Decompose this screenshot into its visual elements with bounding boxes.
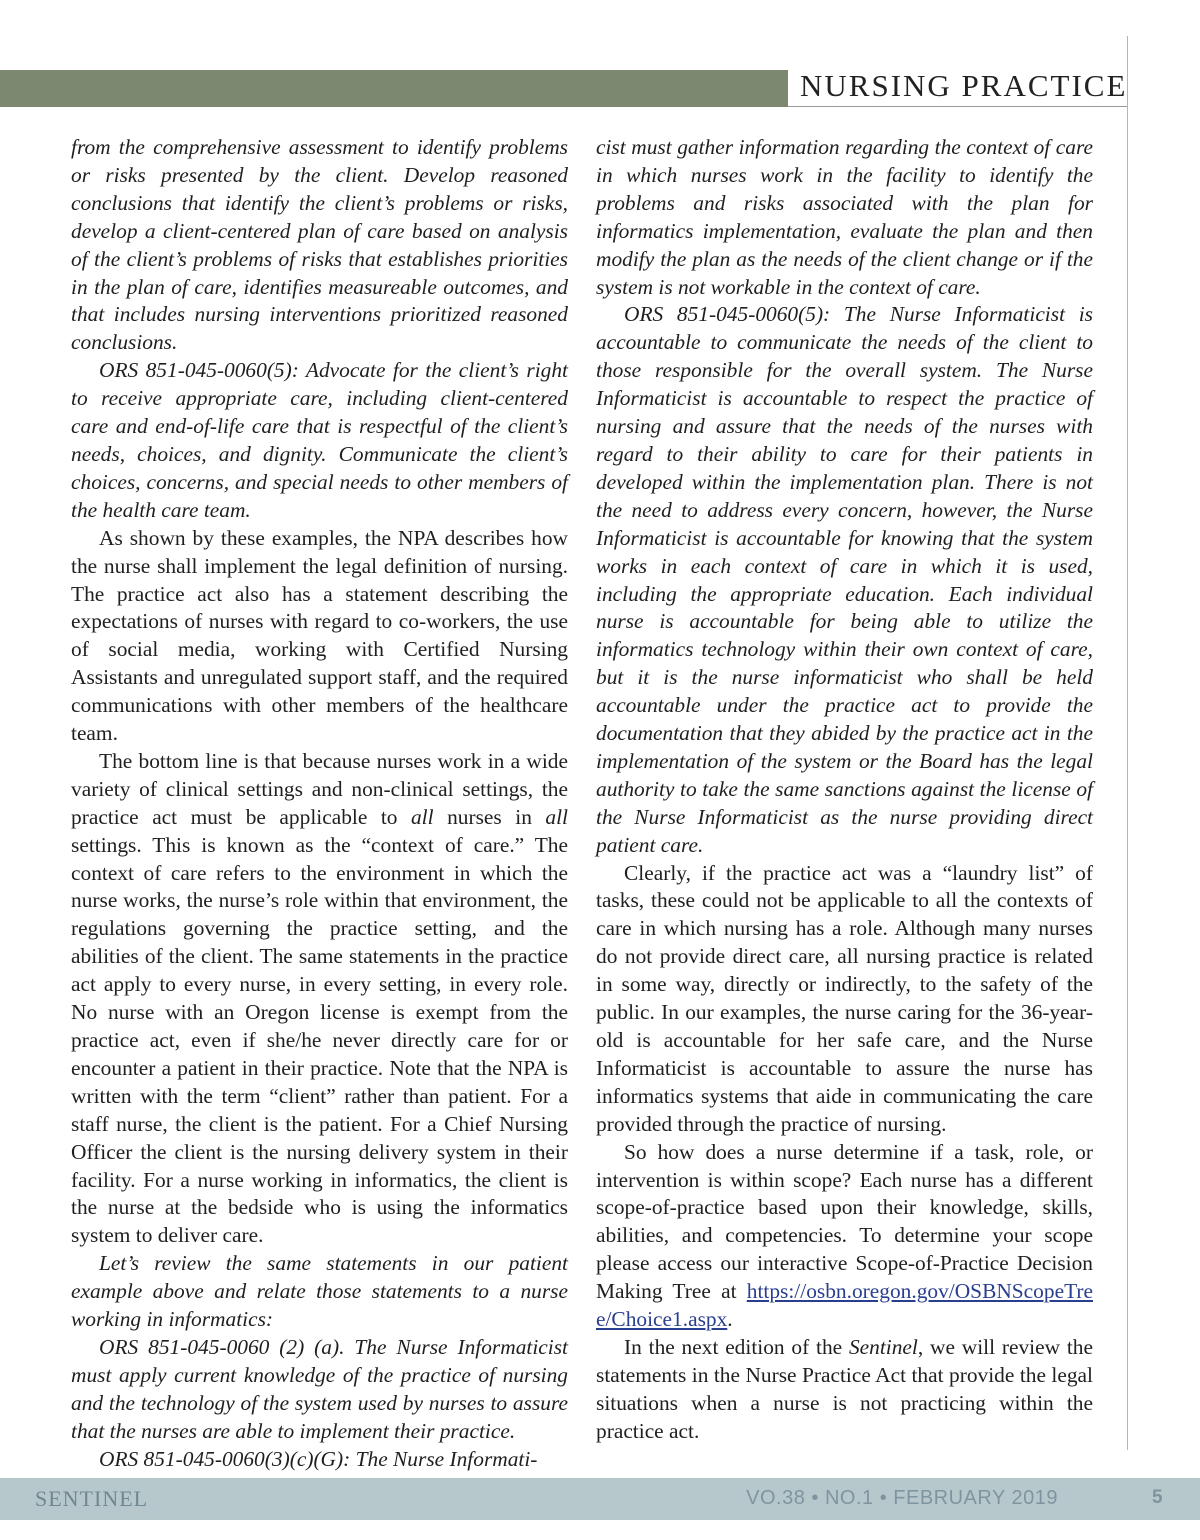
emphasis: all xyxy=(545,804,568,829)
paragraph: ORS 851-045-0060(5): Advocate for the client’s right to receive appropriate care, including client-centered care and end-of-life care that is respectful of the client’s needs, choices, and dignity. Communicate the client’s choices, concerns, and special needs to other members of the health care team. xyxy=(71,358,568,522)
paragraph: Let’s review the same statements in our patient example above and relate those statements to a nurse working in informatics: xyxy=(71,1251,568,1332)
paragraph: So how does a nurse determine if a task, role, or intervention is within scope? Each nurse has a different scope-of-practice based upon their knowledge, skills, abilities, and competencies. To determine your scope please access our interactive Scope-of-Practice Decision Making Tree at https://osbn.oregon.gov/OSBNScopeTree/Choice1.aspx. xyxy=(596,1139,1093,1332)
scope-tree-link[interactable]: https://osbn.oregon.gov/OSBNScopeTree/Choice1.aspx xyxy=(596,1279,1093,1332)
paragraph: from the comprehensive assessment to identify problems or risks presented by the client. Develop reasoned conclusions that identify the client’s problems or risks, develop a client-centered plan of care based on analysis of the client’s problems of risks that establishes priorities in the plan of care, identifies measureable outcomes, and that includes nursing interventions prioritized reasoned conclusions. xyxy=(71,135,568,355)
emphasis: Sentinel xyxy=(848,1334,918,1359)
paragraph: ORS 851-045-0060 (2) (a). The Nurse Informaticist must apply current knowledge of the practice of nursing and the technology of the system used by nurses to assure that the nurses are able to implement their practice. xyxy=(71,1334,568,1443)
paragraph: Clearly, if the practice act was a “laundry list” of tasks, these could not be applicable to all the contexts of care in which nursing has a role. Although many nurses do not provide direct care, all nursing practice is related in some way, directly or indirectly, to the safety of the public. In our examples, the nurse caring for the 36-year-old is accountable for her safe care, and the Nurse Informaticist is accountable to assure the nurse has informatics systems that aide in communicating the care provided through the practice of nursing. xyxy=(596,860,1093,1136)
page-number: 5 xyxy=(1152,1487,1163,1508)
paragraph: In the next edition of the Sentinel, we will review the statements in the Nurse Practice Act that provide the legal situations when a nurse is not practicing within the practice act. xyxy=(596,1334,1093,1443)
right-column xyxy=(596,134,1093,1446)
right-margin-rule xyxy=(1127,36,1128,1450)
paragraph: The bottom line is that because nurses work in a wide variety of clinical settings and non-clinical settings, the practice act must be applicable to all nurses in all settings. This is known as the “context of care.” The context of care refers to the environment in which the nurse works, the nurse’s role within that environment, the regulations governing the practice setting, and the abilities of the client. The same statements in the practice act apply to every nurse, in every setting, in every role. No nurse with an Oregon license is exempt from the practice act, even if she/he never directly care for or encounter a patient in their practice. Note that the NPA is written with the term “client” rather than patient. For a staff nurse, the client is the patient. For a Chief Nursing Officer the client is the nursing delivery system in their facility. For a nurse working in informatics, the client is the nurse at the bedside who is using the informatics system to deliver care. xyxy=(71,748,568,1248)
header-color-band xyxy=(0,70,788,107)
paragraph: cist must gather information regarding the context of care in which nurses work in the facility to identify the problems and risks associated with the plan for informatics implementation, evaluate the plan and then modify the plan as the needs of the client change or if the system is not workable in the context of care. xyxy=(596,135,1093,299)
paragraph: ORS 851-045-0060(3)(c)(G): The Nurse Informati- xyxy=(99,1446,538,1471)
paragraph: ORS 851-045-0060(5): The Nurse Informaticist is accountable to communicate the needs of the client to those responsible for the overall system. The Nurse Informaticist is accountable to respect the practice of nursing and assure that the needs of the nurses with regard to their ability to care for their patients in developed within the implementation plan. There is not the need to address every concern, however, the Nurse Informaticist is accountable for knowing that the system works in each context of care in which it is used, including the appropriate education. Each individual nurse is accountable for being able to utilize the informatics technology within their own context of care, but it is the nurse informaticist who shall be held accountable under the practice act to provide the documentation that they abided by the practice act in the implementation of the system or the Board has the legal authority to take the same sanctions against the license of the Nurse Informaticist as the nurse providing direct patient care. xyxy=(596,302,1093,857)
section-title: NURSING PRACTICE xyxy=(800,68,1128,103)
publication-name: SENTINEL xyxy=(35,1486,149,1511)
emphasis: all xyxy=(410,804,434,829)
header-divider xyxy=(788,106,1128,107)
issue-info: VO.38 • NO.1 • FEBRUARY 2019 xyxy=(746,1487,1058,1509)
left-column xyxy=(71,134,568,1474)
paragraph: As shown by these examples, the NPA describes how the nurse shall implement the legal definition of nursing. The practice act also has a statement describing the expectations of nurses with regard to co-workers, the use of social media, working with Certified Nursing Assistants and unregulated support staff, and the required communications with other members of the healthcare team. xyxy=(71,525,568,746)
